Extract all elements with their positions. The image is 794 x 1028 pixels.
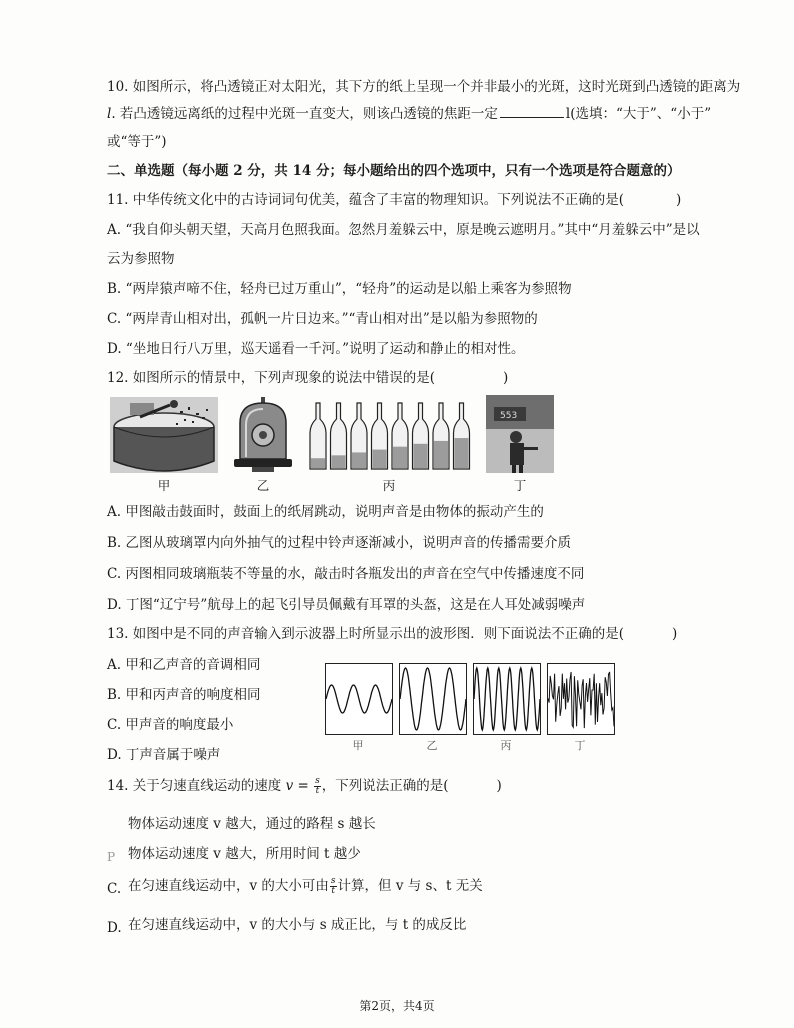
q11-stem-text: 11. 中华传统文化中的古诗词词句优美，蕴含了丰富的物理知识。下列说法不正确的是( [107, 192, 625, 208]
q14-option-d-mark: D. [107, 920, 122, 936]
q14-option-c [128, 877, 483, 896]
q14-formula-v: v = [285, 778, 309, 794]
q13-stem [107, 625, 677, 643]
q14-option-d: 在匀速直线运动中，v 的大小与 s 成正比，与 t 的成反比 [128, 917, 467, 933]
q10-var-l: l [107, 106, 112, 122]
figure-drum [110, 397, 218, 473]
q14-formula-fraction: $\frac{s}{t}$ [315, 776, 320, 796]
figure-label-bing: 丙 [382, 478, 396, 493]
q12-stem-text: 12. 如图所示的情景中，下列声现象的说法中错误的是( [107, 370, 436, 386]
waveform-yi [399, 663, 467, 735]
q13-option-c: C. 甲声音的响度最小 [107, 717, 234, 733]
figure-label-ding: 丁 [513, 478, 527, 493]
waveform-label-bing: 丙 [500, 739, 512, 752]
q13-option-d: D. 丁声音属于噪声 [107, 747, 221, 763]
waveform-bing [473, 663, 541, 735]
waveform-ding [547, 663, 615, 735]
q11-option-b: B. “两岸猿声啼不住，轻舟已过万重山”，“轻舟”的运动是以船上乘客为参照物 [107, 281, 572, 297]
figure-label-yi: 乙 [256, 478, 270, 493]
q14-stem [107, 777, 502, 796]
page-footer: 第2页，共4页 [359, 999, 435, 1013]
q10-answer-blank[interactable] [500, 105, 564, 118]
figure-bottles [306, 397, 474, 473]
q12-stem-end: ) [503, 370, 509, 386]
q13-option-b: B. 甲和丙声音的响度相同 [107, 687, 261, 703]
q10-line1: 10. 如图所示，将凸透镜正对太阳光，其下方的纸上呈现一个并非最小的光斑，这时光斑到凸透镜的距离为 [107, 79, 741, 95]
q11-stem-end: ) [676, 192, 682, 208]
waveform-label-jia: 甲 [352, 739, 364, 752]
q14-option-c-mark: C. [107, 881, 122, 897]
q11-option-d: D. “坐地日行八万里，巡天遥看一千河。”说明了运动和静止的相对性。 [107, 341, 525, 357]
q14-option-c-text: 在匀速直线运动中，v 的大小可由 [128, 878, 329, 894]
waveform-jia [325, 663, 393, 735]
q14-option-a: 物体运动速度 v 越大，通过的路程 s 越长 [128, 816, 376, 832]
q12-option-b: B. 乙图从玻璃罩内向外抽气的过程中铃声逐渐减小，说明声音的传播需要介质 [107, 535, 572, 551]
q12-option-a: A. 甲图敲击鼓面时，鼓面上的纸屑跳动，说明声音是由物体的振动产生的 [107, 504, 544, 520]
q10-line3: 或“等于”) [107, 134, 167, 150]
q14-stem-end: ) [496, 778, 502, 794]
q11-option-c: C. “两岸青山相对出，孤帆一片日边来。”“青山相对出”是以船为参照物的 [107, 311, 538, 327]
figure-label-jia: 甲 [157, 478, 171, 493]
figure-carrier-photo [486, 395, 554, 473]
q14-stem-text: 14. 关于匀速直线运动的速度 [107, 778, 282, 794]
q12-stem [107, 369, 508, 387]
q14-option-c-text2: 计算，但 v 与 s、t 无关 [337, 878, 483, 894]
q10-line2 [107, 105, 711, 123]
q11-option-a-line2: 云为参照物 [107, 251, 175, 267]
q14-option-c-fraction: $\frac{s}{t}$ [330, 876, 336, 896]
q13-stem-text: 13. 如图中是不同的声音输入到示波器上时所显示出的波形图．则下面说法不正确的是( [107, 626, 625, 642]
q14-option-b-mark: P [107, 850, 116, 864]
waveform-label-yi: 乙 [426, 739, 438, 752]
q11-stem [107, 191, 681, 209]
figure-bell-jar [232, 397, 294, 473]
q14-option-b: 物体运动速度 v 越大，所用时间 t 越少 [128, 846, 361, 862]
section-title: 二、单选题（每小题 2 分，共 14 分；每小题给出的四个选项中，只有一个选项是符合题意的） [107, 163, 681, 179]
q11-option-a-line1: A. “我自仰头朝天望，天高月色照我面。忽然月羞躲云中，原是晚云遮明月。”其中“月羞躲云中”是以 [107, 222, 700, 238]
q13-stem-end: ) [672, 626, 678, 642]
waveform-label-ding: 丁 [574, 739, 586, 752]
q10-line2-options: l(选填：“大于”、“小于” [565, 106, 712, 122]
q13-option-a: A. 甲和乙声音的音调相同 [107, 657, 261, 673]
q14-stem-text2: ，下列说法正确的是( [321, 778, 449, 794]
q10-line2-text: . 若凸透镜远离纸的过程中光斑一直变大，则该凸透镜的焦距一定 [111, 106, 498, 122]
svg-text:553: 553 [500, 411, 518, 421]
q12-option-d: D. 丁图“辽宁号”航母上的起飞引导员佩戴有耳罩的头盔，这是在人耳处减弱噪声 [107, 597, 586, 613]
q12-option-c: C. 丙图相同玻璃瓶装不等量的水，敲击时各瓶发出的声音在空气中传播速度不同 [107, 566, 585, 582]
